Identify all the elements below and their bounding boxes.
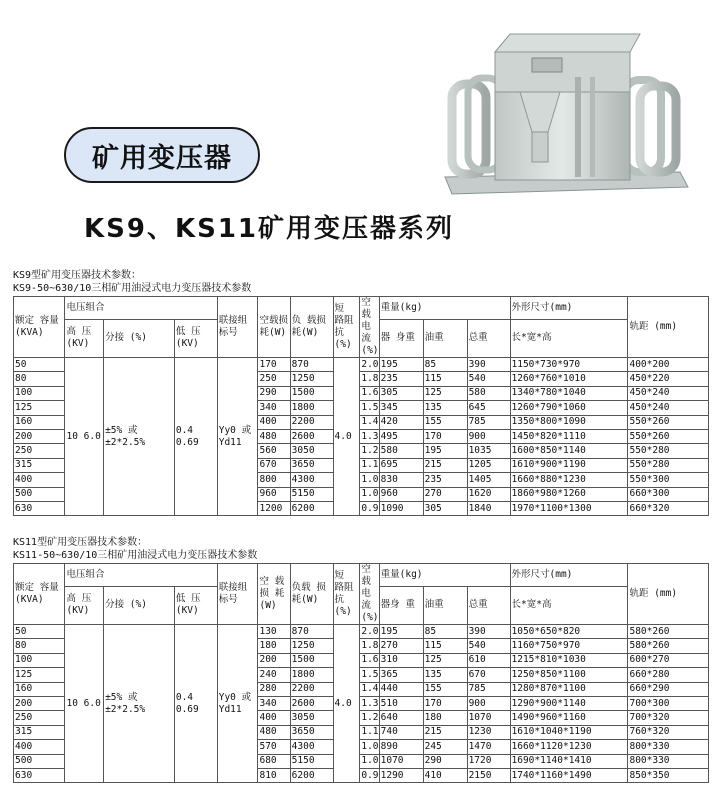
cell-oil-weight: 170 — [423, 696, 467, 710]
header-gauge: 轨距 (mm) — [628, 564, 709, 625]
cell-capacity: 250 — [14, 711, 65, 725]
cell-gauge: 550*260 — [628, 415, 709, 429]
cell-capacity: 50 — [14, 358, 65, 372]
cell-gauge: 550*300 — [628, 473, 709, 487]
cell-dimensions: 1280*870*1100 — [510, 682, 628, 696]
cell-total-weight: 2150 — [467, 768, 510, 782]
cell-dimensions: 1660*1120*1230 — [510, 740, 628, 754]
cell-dimensions: 1610*1040*1190 — [510, 725, 628, 739]
cell-noload-loss: 670 — [258, 458, 290, 472]
ks11-caption-line2: KS11-50~630/10三相矿用油浸式电力变压器技术参数 — [13, 550, 258, 561]
page-title: KS9、KS11矿用变压器系列 — [84, 214, 455, 244]
cell-oil-weight: 180 — [423, 711, 467, 725]
header-noload-current: 空 载电 流(%) — [361, 564, 379, 623]
cell-noload-loss: 240 — [258, 668, 290, 682]
cell-capacity: 500 — [14, 754, 65, 768]
cell-noload-current: 1.3 — [360, 429, 379, 443]
cell-load-loss: 4300 — [290, 740, 333, 754]
cell-body-weight: 495 — [379, 429, 423, 443]
cell-noload-current: 0.9 — [360, 501, 379, 515]
cell-noload-loss: 200 — [258, 653, 290, 667]
cell-body-weight: 580 — [379, 444, 423, 458]
header-body-weight: 器 身重 — [379, 319, 423, 357]
cell-body-weight: 270 — [379, 639, 423, 653]
header-tap: 分接 (%) — [104, 586, 175, 624]
cell-impedance-merged: 4.0 — [333, 625, 360, 783]
cell-total-weight: 785 — [467, 682, 510, 696]
cell-total-weight: 785 — [467, 415, 510, 429]
cell-capacity: 630 — [14, 768, 65, 782]
header-oil-weight: 油重 — [423, 586, 467, 624]
table-row — [14, 625, 709, 639]
cell-capacity: 315 — [14, 725, 65, 739]
ks11-spec-table — [13, 563, 709, 783]
cell-load-loss: 2600 — [290, 429, 333, 443]
cell-noload-loss: 400 — [258, 711, 290, 725]
cell-dimensions: 1490*960*1160 — [510, 711, 628, 725]
cell-load-loss: 3650 — [290, 725, 333, 739]
cell-body-weight: 1090 — [379, 501, 423, 515]
cell-load-loss: 2200 — [290, 682, 333, 696]
cell-load-loss: 1500 — [290, 653, 333, 667]
header-lv: 低 压 (KV) — [174, 586, 217, 624]
header-impedance: 短 路阻 抗(%) — [333, 564, 360, 625]
cell-noload-current: 1.8 — [360, 639, 379, 653]
cell-noload-current: 1.3 — [360, 696, 379, 710]
header-total-weight: 总重 — [467, 586, 510, 624]
cell-oil-weight: 305 — [423, 501, 467, 515]
cell-total-weight: 580 — [467, 386, 510, 400]
ks9-caption — [13, 269, 251, 295]
cell-noload-loss: 560 — [258, 444, 290, 458]
header-noload-loss: 空 载损 耗(W) — [258, 564, 290, 625]
cell-noload-loss: 810 — [258, 768, 290, 782]
cell-noload-current: 1.6 — [360, 653, 379, 667]
cell-dimensions: 1250*850*1100 — [510, 668, 628, 682]
cell-noload-current: 1.0 — [360, 740, 379, 754]
cell-gauge: 450*220 — [628, 372, 709, 386]
header-voltage-group: 电压组合 — [65, 297, 217, 320]
header-impedance: 短 路阻 抗(%) — [333, 297, 360, 358]
cell-dimensions: 1290*900*1140 — [510, 696, 628, 710]
header-dimensions: 外形尺寸(mm) — [510, 564, 628, 587]
header-connection: 联接组标号 — [217, 297, 258, 358]
cell-oil-weight: 215 — [423, 725, 467, 739]
header-capacity: 额定 容量(KVA) — [14, 297, 65, 358]
cell-noload-loss: 250 — [258, 372, 290, 386]
cell-capacity: 50 — [14, 625, 65, 639]
cell-load-loss: 1500 — [290, 386, 333, 400]
cell-dimensions: 1600*850*1140 — [510, 444, 628, 458]
cell-capacity: 160 — [14, 682, 65, 696]
header-connection: 联接组标号 — [217, 564, 258, 625]
cell-lv-merged: 0.4 0.69 — [174, 358, 217, 516]
cell-capacity: 100 — [14, 653, 65, 667]
header-hv: 高 压 (KV) — [65, 319, 104, 357]
cell-noload-loss: 480 — [258, 429, 290, 443]
cell-noload-current: 2.0 — [360, 625, 379, 639]
cell-oil-weight: 270 — [423, 487, 467, 501]
cell-total-weight: 1035 — [467, 444, 510, 458]
cell-noload-current: 1.4 — [360, 682, 379, 696]
cell-oil-weight: 125 — [423, 386, 467, 400]
header-tap: 分接 (%) — [104, 319, 175, 357]
cell-load-loss: 1800 — [290, 401, 333, 415]
table-row — [14, 358, 709, 372]
cell-impedance-merged: 4.0 — [333, 358, 360, 516]
ks11-caption-line1: KS11型矿用变压器技术参数： — [13, 537, 148, 548]
cell-gauge: 660*290 — [628, 682, 709, 696]
cell-dimensions: 1660*880*1230 — [510, 473, 628, 487]
header-body-weight: 器身 重 — [379, 586, 423, 624]
cell-body-weight: 740 — [379, 725, 423, 739]
cell-capacity: 250 — [14, 444, 65, 458]
cell-oil-weight: 170 — [423, 429, 467, 443]
cell-gauge: 660*320 — [628, 501, 709, 515]
cell-oil-weight: 410 — [423, 768, 467, 782]
cell-load-loss: 870 — [290, 358, 333, 372]
cell-noload-current: 1.2 — [360, 711, 379, 725]
cell-load-loss: 6200 — [290, 768, 333, 782]
cell-noload-current: 1.0 — [360, 754, 379, 768]
cell-gauge: 660*300 — [628, 487, 709, 501]
cell-noload-loss: 170 — [258, 358, 290, 372]
cell-noload-current: 1.2 — [360, 444, 379, 458]
cell-load-loss: 6200 — [290, 501, 333, 515]
cell-noload-current: 1.4 — [360, 415, 379, 429]
cell-dimensions: 1970*1100*1300 — [510, 501, 628, 515]
cell-capacity: 100 — [14, 386, 65, 400]
cell-load-loss: 3050 — [290, 711, 333, 725]
cell-body-weight: 235 — [379, 372, 423, 386]
cell-gauge: 850*350 — [628, 768, 709, 782]
cell-body-weight: 345 — [379, 401, 423, 415]
cell-gauge: 760*320 — [628, 725, 709, 739]
cell-dimensions: 1740*1160*1490 — [510, 768, 628, 782]
cell-capacity: 200 — [14, 429, 65, 443]
header-total-weight: 总重 — [467, 319, 510, 357]
cell-lv-merged: 0.4 0.69 — [174, 625, 217, 783]
cell-load-loss: 870 — [290, 625, 333, 639]
cell-oil-weight: 155 — [423, 682, 467, 696]
cell-capacity: 125 — [14, 668, 65, 682]
cell-gauge: 550*260 — [628, 429, 709, 443]
cell-oil-weight: 245 — [423, 740, 467, 754]
cell-load-loss: 4300 — [290, 473, 333, 487]
header-oil-weight: 油重 — [423, 319, 467, 357]
cell-body-weight: 195 — [379, 625, 423, 639]
cell-load-loss: 5150 — [290, 754, 333, 768]
cell-oil-weight: 235 — [423, 473, 467, 487]
cell-load-loss: 2600 — [290, 696, 333, 710]
header-weight: 重量(kg) — [379, 297, 510, 320]
cell-body-weight: 1290 — [379, 768, 423, 782]
cell-dimensions: 1215*810*1030 — [510, 653, 628, 667]
cell-gauge: 450*240 — [628, 401, 709, 415]
cell-gauge: 700*320 — [628, 711, 709, 725]
cell-load-loss: 2200 — [290, 415, 333, 429]
cell-gauge: 550*280 — [628, 458, 709, 472]
cell-hv-merged: 10 6.0 — [65, 358, 104, 516]
cell-load-loss: 3050 — [290, 444, 333, 458]
cell-total-weight: 390 — [467, 358, 510, 372]
cell-load-loss: 1800 — [290, 668, 333, 682]
cell-capacity: 400 — [14, 473, 65, 487]
cell-noload-loss: 400 — [258, 415, 290, 429]
cell-total-weight: 1070 — [467, 711, 510, 725]
cell-capacity: 200 — [14, 696, 65, 710]
cell-body-weight: 310 — [379, 653, 423, 667]
header-voltage-group: 电压组合 — [65, 564, 217, 587]
cell-gauge: 580*260 — [628, 625, 709, 639]
cell-dimensions: 1150*730*970 — [510, 358, 628, 372]
cell-noload-loss: 680 — [258, 754, 290, 768]
cell-oil-weight: 215 — [423, 458, 467, 472]
cell-body-weight: 960 — [379, 487, 423, 501]
cell-body-weight: 365 — [379, 668, 423, 682]
cell-capacity: 500 — [14, 487, 65, 501]
cell-total-weight: 900 — [467, 429, 510, 443]
cell-connection-merged: Yy0 或Yd11 — [217, 358, 258, 516]
cell-capacity: 315 — [14, 458, 65, 472]
cell-body-weight: 640 — [379, 711, 423, 725]
cell-connection-merged: Yy0 或Yd11 — [217, 625, 258, 783]
cell-dimensions: 1350*800*1090 — [510, 415, 628, 429]
cell-gauge: 800*330 — [628, 740, 709, 754]
cell-noload-current: 1.0 — [360, 473, 379, 487]
cell-total-weight: 645 — [467, 401, 510, 415]
header-lwh: 长*宽*高 — [510, 319, 628, 357]
cell-body-weight: 195 — [379, 358, 423, 372]
cell-noload-current: 1.0 — [360, 487, 379, 501]
cell-noload-current: 1.1 — [360, 458, 379, 472]
cell-gauge: 400*200 — [628, 358, 709, 372]
cell-body-weight: 695 — [379, 458, 423, 472]
cell-noload-current: 1.8 — [360, 372, 379, 386]
ks9-caption-line2: KS9-50~630/10三相矿用油浸式电力变压器技术参数 — [13, 283, 252, 294]
cell-oil-weight: 115 — [423, 639, 467, 653]
cell-oil-weight: 195 — [423, 444, 467, 458]
cell-oil-weight: 115 — [423, 372, 467, 386]
cell-total-weight: 1720 — [467, 754, 510, 768]
cell-noload-loss: 340 — [258, 696, 290, 710]
cell-dimensions: 1340*780*1040 — [510, 386, 628, 400]
cell-dimensions: 1610*900*1190 — [510, 458, 628, 472]
cell-noload-current: 1.5 — [360, 668, 379, 682]
header-capacity: 额定 容量(KVA) — [14, 564, 65, 625]
cell-total-weight: 1230 — [467, 725, 510, 739]
cell-gauge: 700*300 — [628, 696, 709, 710]
cell-body-weight: 510 — [379, 696, 423, 710]
cell-load-loss: 1250 — [290, 639, 333, 653]
cell-noload-loss: 290 — [258, 386, 290, 400]
cell-body-weight: 420 — [379, 415, 423, 429]
cell-body-weight: 1070 — [379, 754, 423, 768]
cell-noload-loss: 280 — [258, 682, 290, 696]
cell-load-loss: 5150 — [290, 487, 333, 501]
cell-noload-loss: 960 — [258, 487, 290, 501]
cell-total-weight: 1840 — [467, 501, 510, 515]
cell-noload-loss: 800 — [258, 473, 290, 487]
cell-oil-weight: 135 — [423, 668, 467, 682]
header-noload-loss: 空载损耗(W) — [258, 297, 290, 358]
cell-total-weight: 1620 — [467, 487, 510, 501]
cell-noload-loss: 1200 — [258, 501, 290, 515]
cell-dimensions: 1260*790*1060 — [510, 401, 628, 415]
header-noload-current: 空 载电 流(%) — [361, 297, 379, 356]
ks9-caption-line1: KS9型矿用变压器技术参数： — [13, 270, 142, 281]
header-load-loss: 负载 损耗(W) — [290, 564, 333, 625]
cell-total-weight: 610 — [467, 653, 510, 667]
cell-dimensions: 1690*1140*1410 — [510, 754, 628, 768]
ks11-caption — [13, 536, 257, 562]
cell-noload-loss: 570 — [258, 740, 290, 754]
cell-gauge: 660*280 — [628, 668, 709, 682]
cell-capacity: 630 — [14, 501, 65, 515]
cell-total-weight: 540 — [467, 372, 510, 386]
cell-noload-current: 2.0 — [360, 358, 379, 372]
ks9-spec-table — [13, 296, 709, 516]
header-gauge: 轨距 (mm) — [628, 297, 709, 358]
cell-body-weight: 440 — [379, 682, 423, 696]
cell-oil-weight: 85 — [423, 358, 467, 372]
cell-dimensions: 1050*650*820 — [510, 625, 628, 639]
cell-total-weight: 900 — [467, 696, 510, 710]
header-lv: 低 压 (KV) — [174, 319, 217, 357]
cell-tap-merged: ±5% 或±2*2.5% — [104, 625, 175, 783]
cell-load-loss: 3650 — [290, 458, 333, 472]
cell-oil-weight: 125 — [423, 653, 467, 667]
cell-gauge: 600*270 — [628, 653, 709, 667]
cell-gauge: 580*260 — [628, 639, 709, 653]
header-weight: 重量(kg) — [379, 564, 510, 587]
cell-dimensions: 1160*750*970 — [510, 639, 628, 653]
transformer-photo — [440, 22, 692, 202]
cell-hv-merged: 10 6.0 — [65, 625, 104, 783]
cell-noload-loss: 480 — [258, 725, 290, 739]
cell-noload-current: 1.1 — [360, 725, 379, 739]
cell-gauge: 550*280 — [628, 444, 709, 458]
cell-total-weight: 390 — [467, 625, 510, 639]
cell-dimensions: 1860*980*1260 — [510, 487, 628, 501]
cell-dimensions: 1450*820*1110 — [510, 429, 628, 443]
product-badge — [64, 127, 260, 183]
badge-label: 矿用变压器 — [92, 142, 232, 174]
cell-noload-loss: 340 — [258, 401, 290, 415]
header-lwh: 长*宽*高 — [510, 586, 628, 624]
cell-oil-weight: 135 — [423, 401, 467, 415]
cell-oil-weight: 290 — [423, 754, 467, 768]
cell-gauge: 800*330 — [628, 754, 709, 768]
cell-body-weight: 305 — [379, 386, 423, 400]
cell-capacity: 400 — [14, 740, 65, 754]
cell-total-weight: 1405 — [467, 473, 510, 487]
cell-dimensions: 1260*760*1010 — [510, 372, 628, 386]
cell-total-weight: 1205 — [467, 458, 510, 472]
cell-total-weight: 540 — [467, 639, 510, 653]
cell-body-weight: 830 — [379, 473, 423, 487]
cell-tap-merged: ±5% 或±2*2.5% — [104, 358, 175, 516]
cell-noload-loss: 130 — [258, 625, 290, 639]
cell-capacity: 125 — [14, 401, 65, 415]
header-dimensions: 外形尺寸(mm) — [510, 297, 628, 320]
cell-noload-loss: 180 — [258, 639, 290, 653]
cell-noload-current: 1.5 — [360, 401, 379, 415]
cell-gauge: 450*240 — [628, 386, 709, 400]
cell-capacity: 80 — [14, 639, 65, 653]
cell-noload-current: 1.6 — [360, 386, 379, 400]
cell-oil-weight: 85 — [423, 625, 467, 639]
cell-total-weight: 1470 — [467, 740, 510, 754]
cell-total-weight: 670 — [467, 668, 510, 682]
cell-noload-current: 0.9 — [360, 768, 379, 782]
header-load-loss: 负 载损 耗(W) — [290, 297, 333, 358]
cell-body-weight: 890 — [379, 740, 423, 754]
cell-oil-weight: 155 — [423, 415, 467, 429]
cell-load-loss: 1250 — [290, 372, 333, 386]
cell-capacity: 160 — [14, 415, 65, 429]
cell-capacity: 80 — [14, 372, 65, 386]
header-hv: 高 压 (KV) — [65, 586, 104, 624]
